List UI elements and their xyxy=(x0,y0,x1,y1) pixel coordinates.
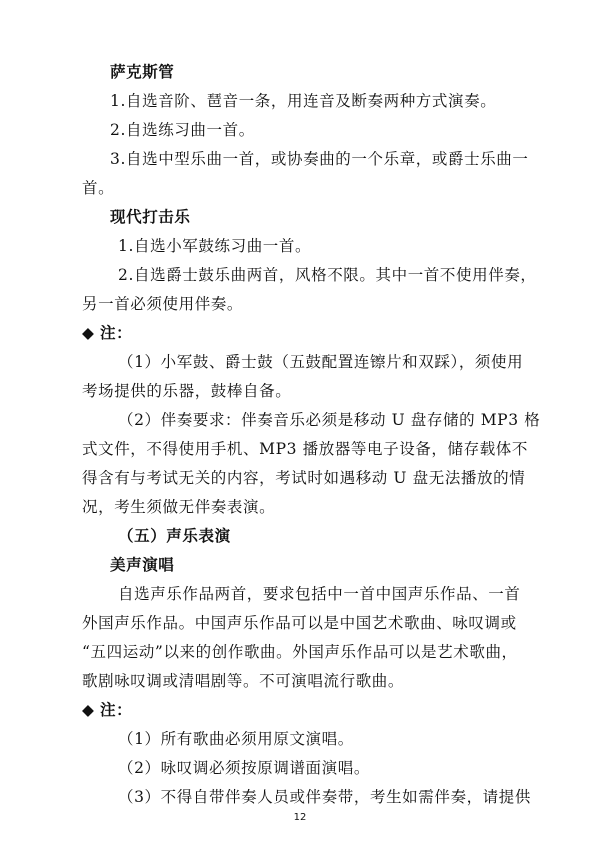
percussion-note-1-line-2: 考场提供的乐器，鼓棒自备。 xyxy=(82,382,292,400)
diamond-bullet-icon: ◆ xyxy=(82,324,95,342)
note-label: 注： xyxy=(100,324,133,342)
sax-heading: 萨克斯管 xyxy=(110,63,175,81)
percussion-note-2-line-3: 得含有与考试无关的内容，考试时如遇移动 U 盘无法播放的情 xyxy=(82,469,526,487)
note-label: 注： xyxy=(100,701,133,719)
sax-item-2: 2.自选练习曲一首。 xyxy=(110,121,255,139)
sax-item-3-line-1: 3.自选中型乐曲一首，或协奏曲的一个乐章，或爵士乐曲一 xyxy=(110,150,529,168)
vocal-note-2: （2）咏叹调必须按原调谱面演唱。 xyxy=(118,759,370,777)
vocal-para-line-1: 自选声乐作品两首，要求包括中一首中国声乐作品、一首 xyxy=(118,585,521,603)
percussion-note-2-line-1: （2）伴奏要求：伴奏音乐必须是移动 U 盘存储的 MP3 格 xyxy=(118,411,541,429)
percussion-item-2-line-1: 2.自选爵士鼓乐曲两首，风格不限。其中一首不使用伴奏， xyxy=(118,266,537,284)
percussion-note-2-line-4: 况，考生须做无伴奏表演。 xyxy=(82,498,276,516)
sax-item-1: 1.自选音阶、琶音一条，用连音及断奏两种方式演奏。 xyxy=(110,92,497,110)
vocal-subheading: 美声演唱 xyxy=(110,556,175,574)
vocal-note-1: （1）所有歌曲必须用原文演唱。 xyxy=(118,730,354,748)
vocal-note-heading xyxy=(82,700,522,720)
percussion-note-2-line-2: 式文件，不得使用手机、MP3 播放器等电子设备，储存载体不 xyxy=(82,440,528,458)
percussion-item-1: 1.自选小军鼓练习曲一首。 xyxy=(118,237,312,255)
page-number: 12 xyxy=(293,812,307,823)
vocal-para-line-2: 外国声乐作品。中国声乐作品可以是中国艺术歌曲、咏叹调或 xyxy=(82,614,517,632)
vocal-note-3: （3）不得自带伴奏人员或伴奏带，考生如需伴奏，请提供 xyxy=(118,788,531,806)
percussion-item-2-line-2: 另一首必须使用伴奏。 xyxy=(82,295,244,313)
percussion-heading: 现代打击乐 xyxy=(110,208,191,226)
vocal-section-heading: （五）声乐表演 xyxy=(118,527,231,545)
vocal-para-line-4: 歌剧咏叹调或清唱剧等。不可演唱流行歌曲。 xyxy=(82,672,405,690)
diamond-bullet-icon: ◆ xyxy=(82,701,95,719)
percussion-note-heading xyxy=(82,323,522,343)
vocal-para-line-3: “五四运动”以来的创作歌曲。外国声乐作品可以是艺术歌曲， xyxy=(82,643,518,661)
percussion-note-1-line-1: （1）小军鼓、爵士鼓（五鼓配置连镲片和双踩），须使用 xyxy=(118,353,524,371)
sax-item-3-line-2: 首。 xyxy=(82,179,115,197)
